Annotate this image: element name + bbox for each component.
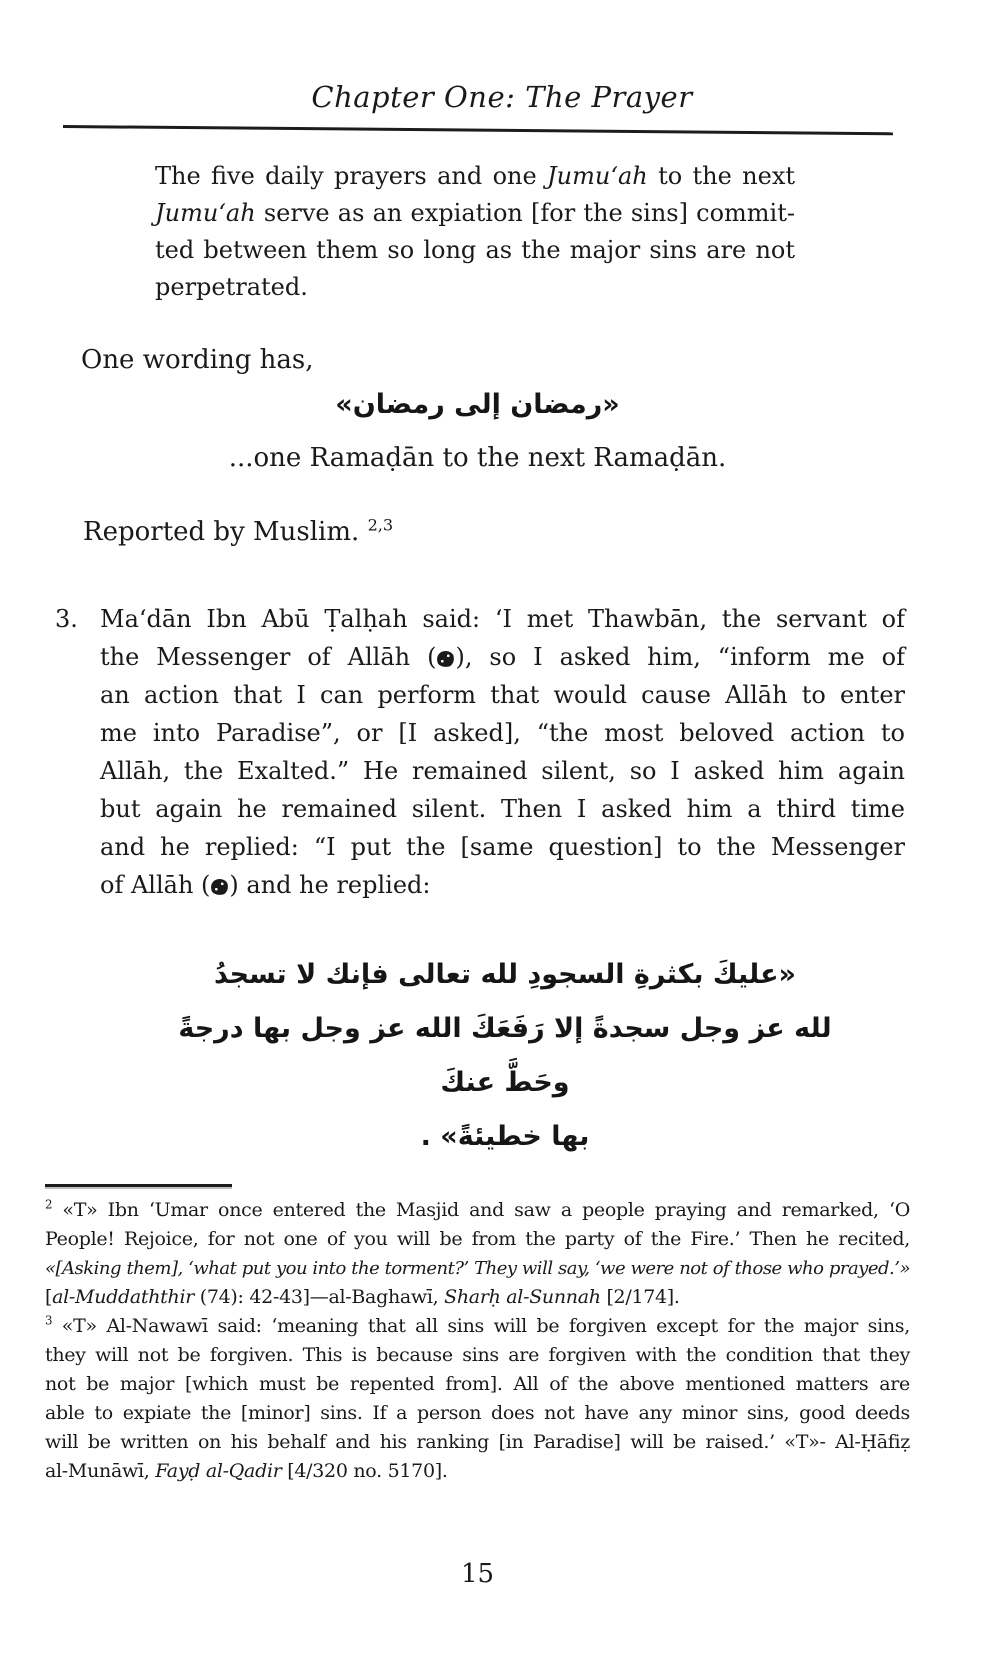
translation-ramadan: ...one Ramaḍān to the next Ramaḍān.	[228, 443, 727, 473]
quote-line: The five daily prayers and one Jumu‘ah to the next	[155, 162, 795, 190]
hadith-line: of Allāh ( ) and he replied:	[100, 871, 431, 899]
arabic-quote-ramadan: «رمضان إلى رمضان»	[335, 389, 620, 420]
footnote-line: $^3$ «T» Al-Nawawī said: ‘meaning that all sins will be forgiven except for the major sins,	[45, 1313, 910, 1337]
hadith-item-3	[55, 600, 1004, 904]
hadith-translation-quote	[155, 158, 795, 306]
quote-line: ted between them so long as the major sins are not	[155, 236, 795, 264]
footnote-line: al-Munāwī, Fayḍ al-Qadir [4/320 no. 5170].	[45, 1460, 448, 1482]
hadith-line: but again he remained silent. Then I asked him a third time	[100, 795, 905, 823]
hadith-line: Allāh, the Exalted.” He remained silent, so I asked him again	[100, 757, 905, 785]
footnote-line: they will not be forgiven. This is because sins are forgiven with the condition that they	[45, 1344, 910, 1366]
hadith-text	[100, 600, 905, 904]
reported-by-muslim: Reported by Muslim. $^{2,3}$	[83, 515, 394, 547]
footnote-line: able to expiate the [minor] sins. If a person does not have any minor sins, good deeds	[45, 1402, 910, 1424]
hadith-line: the Messenger of Allāh ( ), so I asked him, “inform me of	[100, 643, 906, 671]
arabic-hadith-block	[150, 948, 860, 1164]
quote-line: perpetrated.	[155, 273, 308, 301]
footnotes	[45, 1196, 910, 1486]
hadith-line: an action that I can perform that would cause Allāh to enter	[100, 681, 905, 709]
chapter-title: Chapter One: The Prayer	[311, 80, 693, 114]
header-rule	[63, 125, 893, 135]
arabic-line: بها خطيئةً» .	[420, 1121, 590, 1152]
footnote-line: not be major [which must be repented from]. All of the above mentioned matters are	[45, 1373, 910, 1395]
prophet-saw-symbol	[437, 650, 456, 668]
footnote-2	[45, 1196, 910, 1312]
hadith-number: 3.	[55, 605, 78, 633]
hadith-line: Ma‘dān Ibn Abū Ṭalḥah said: ‘I met Thawbān, the servant of	[100, 605, 905, 633]
footnote-separator	[45, 1184, 232, 1187]
arabic-line: «عليكَ بكثرةِ السجودِ لله تعالى فإنك لا تسجدُ	[214, 959, 796, 990]
footnote-3	[45, 1312, 910, 1486]
footnote-line-quran-quote: «[Asking them], ‘what put you into the torment?’ They will say, ‘we were not of those who prayed.’»	[45, 1258, 910, 1279]
hadith-line: and he replied: “I put the [same question] to the Messenger	[100, 833, 905, 861]
hadith-line: me into Paradise”, or [I asked], “the most beloved action to	[100, 719, 905, 747]
quote-line: Jumu‘ah serve as an expiation [for the sins] commit-	[155, 199, 795, 227]
arabic-line: لله عز وجل سجدةً إلا رَفَعَكَ الله عز وجل بها درجةً وحَطَّ عنكَ	[178, 1013, 832, 1098]
one-wording-text: One wording has,	[81, 345, 314, 375]
footnote-line: People! Rejoice, for not one of you will be from the party of the Fire.’ Then he recited,	[45, 1228, 910, 1250]
footnote-line: will be written on his behalf and his ranking [in Paradise] will be raised.’ «T»- Al-Ḥāfiẓ	[45, 1431, 910, 1453]
prophet-saw-symbol	[211, 878, 230, 896]
footnote-line: $^2$ «T» Ibn ‘Umar once entered the Masjid and saw a people praying and remarked, ‘O	[45, 1197, 910, 1221]
page-number: 15	[460, 1559, 495, 1589]
footnote-line: [al-Muddaththir (74): 42-43]—al-Baghawī, Sharḥ al-Sunnah [2/174].	[45, 1286, 680, 1308]
